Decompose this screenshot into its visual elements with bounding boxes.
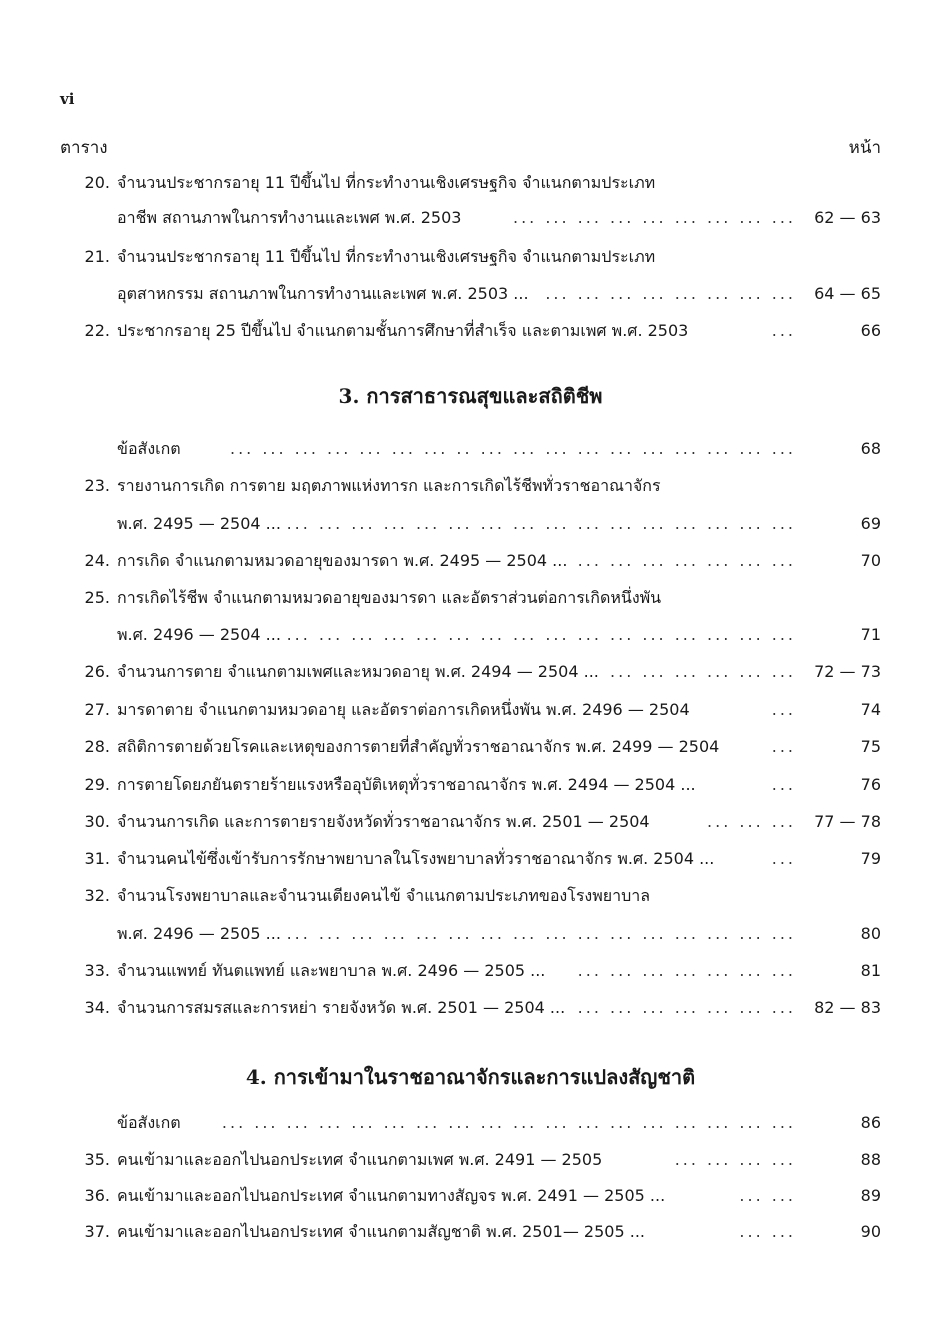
entry-title: รายงานการเกิด การตาย มฤตภาพแห่งทารก และการเกิดไร้ชีพทั่วราชอาณาจักร	[117, 476, 661, 495]
entry-number: 27.	[84, 700, 110, 719]
entry-number: 36.	[84, 1186, 110, 1205]
list-item	[0, 583, 941, 613]
leader-dots: ... ... ... ... ... ... ...	[577, 998, 796, 1017]
entry-page: 89	[860, 1186, 881, 1205]
entry-number: 33.	[84, 961, 110, 980]
section-heading: 3. การสาธารณสุขและสถิติชีพ	[338, 384, 603, 408]
entry-title: มารดาตาย จำแนกตามหมวดอายุ และอัตราต่อการเกิดหนึ่งพัน พ.ศ. 2496 — 2504	[117, 700, 690, 719]
leader-dots: ... ... ... ... ... ... ... ...	[545, 284, 796, 303]
observation-label: ข้อสังเกต	[117, 439, 181, 458]
list-item-continued	[0, 919, 941, 949]
entry-page: 82 — 83	[814, 998, 881, 1017]
entry-title: จำนวนการเกิด และการตายรายจังหวัดทั่วราชอาณาจักร พ.ศ. 2501 — 2504	[117, 812, 650, 831]
entry-title-cont: อาชีพ สถานภาพในการทำงานและเพศ พ.ศ. 2503	[117, 208, 462, 227]
leader-dots: ... ... ... ... ... ...	[610, 662, 796, 681]
entry-title-cont: พ.ศ. 2495 — 2504 ...	[117, 514, 281, 533]
entry-page: 86	[860, 1113, 881, 1132]
entry-title: การเกิด จำแนกตามหมวดอายุของมารดา พ.ศ. 2495 — 2504 ...	[117, 551, 568, 570]
leader-dots: ... ... ...	[707, 812, 796, 831]
entry-title-cont: พ.ศ. 2496 — 2505 ...	[117, 924, 281, 943]
leader-dots: ... ... ... ... ... ... ... .. ... ... ... ... ... ... ... ... ... ...	[229, 439, 796, 458]
leader-dots: ... ... ... ... ... ... ... ... ... ... ... ... ... ... ... ...	[286, 514, 796, 533]
entry-number: 37.	[84, 1222, 110, 1241]
entry-title: คนเข้ามาและออกไปนอกประเทศ จำแนกตามสัญชาติ พ.ศ. 2501— 2505 ...	[117, 1222, 645, 1241]
entry-title: ประชากรอายุ 25 ปีขึ้นไป จำแนกตามชั้นการศึกษาที่สำเร็จ และตามเพศ พ.ศ. 2503	[117, 321, 689, 340]
list-item-continued	[0, 620, 941, 650]
list-item-continued	[0, 203, 941, 233]
entry-title: จำนวนการสมรสและการหย่า รายจังหวัด พ.ศ. 2501 — 2504 ...	[117, 998, 566, 1017]
list-item	[0, 168, 941, 198]
entry-number: 35.	[84, 1150, 110, 1169]
entry-page: 74	[860, 700, 881, 719]
leader-dots: ... ... ... ... ... ... ... ... ... ... ... ... ... ... ... ...	[286, 924, 796, 943]
entry-page: 88	[860, 1150, 881, 1169]
leader-dots: ... ...	[739, 1222, 796, 1241]
entry-page: 75	[860, 737, 881, 756]
leader-dots: ...	[771, 775, 796, 794]
entry-page: 71	[860, 625, 881, 644]
list-item-continued	[0, 509, 941, 539]
entry-title: จำนวนคนไข้ซึ่งเข้ารับการรักษาพยาบาลในโรงพยาบาลทั่วราชอาณาจักร พ.ศ. 2504 ...	[117, 849, 715, 868]
leader-dots: ... ... ... ... ... ... ... ... ... ... ... ... ... ... ... ...	[286, 625, 796, 644]
entry-number: 28.	[84, 737, 110, 756]
leader-dots: ...	[771, 849, 796, 868]
list-item	[0, 993, 941, 1023]
list-item	[0, 242, 941, 272]
section-heading: 4. การเข้ามาในราชอาณาจักรและการแปลงสัญชาติ	[245, 1065, 696, 1089]
entry-number: 24.	[84, 551, 110, 570]
entry-page: 70	[860, 551, 881, 570]
entry-title: จำนวนการตาย จำแนกตามเพศและหมวดอายุ พ.ศ. 2494 — 2504 ...	[117, 662, 599, 681]
page-number: vi	[60, 90, 75, 108]
entry-page: 90	[860, 1222, 881, 1241]
list-item	[0, 844, 941, 874]
entry-title: การเกิดไร้ชีพ จำแนกตามหมวดอายุของมารดา และอัตราส่วนต่อการเกิดหนึ่งพัน	[117, 588, 662, 607]
observation-label: ข้อสังเกต	[117, 1113, 181, 1132]
list-item	[0, 881, 941, 911]
entry-number: 29.	[84, 775, 110, 794]
entry-page: 80	[860, 924, 881, 943]
list-item	[0, 546, 941, 576]
entry-title: จำนวนประชากรอายุ 11 ปีขึ้นไป ที่กระทำงานเชิงเศรษฐกิจ จำแนกตามประเภท	[117, 247, 656, 266]
entry-number: 23.	[84, 476, 110, 495]
entry-page: 66	[860, 321, 881, 340]
column-header-table: ตาราง	[60, 138, 108, 158]
list-item	[0, 471, 941, 501]
entry-title: จำนวนประชากรอายุ 11 ปีขึ้นไป ที่กระทำงานเชิงเศรษฐกิจ จำแนกตามประเภท	[117, 173, 656, 192]
entry-number: 30.	[84, 812, 110, 831]
list-item	[0, 1145, 941, 1175]
entry-number: 22.	[84, 321, 110, 340]
leader-dots: ... ... ... ... ... ... ...	[577, 551, 796, 570]
list-item	[0, 657, 941, 687]
entry-page: 76	[860, 775, 881, 794]
entry-page: 62 — 63	[814, 208, 881, 227]
list-item-continued	[0, 279, 941, 309]
entry-number: 25.	[84, 588, 110, 607]
entry-title-cont: พ.ศ. 2496 — 2504 ...	[117, 625, 281, 644]
list-item	[0, 1181, 941, 1211]
list-item	[0, 770, 941, 800]
leader-dots: ...	[771, 321, 796, 340]
column-header-page: หน้า	[848, 138, 881, 158]
observation-row	[0, 434, 941, 464]
entry-page: 81	[860, 961, 881, 980]
leader-dots: ... ... ... ... ... ... ... ... ...	[512, 208, 796, 227]
list-item	[0, 732, 941, 762]
entry-number: 34.	[84, 998, 110, 1017]
leader-dots: ... ... ... ... ... ... ...	[577, 961, 796, 980]
entry-title: จำนวนโรงพยาบาลและจำนวนเตียงคนไข้ จำแนกตามประเภทของโรงพยาบาล	[117, 886, 651, 905]
leader-dots: ... ... ... ...	[674, 1150, 796, 1169]
entry-number: 21.	[84, 247, 110, 266]
entry-number: 31.	[84, 849, 110, 868]
list-item	[0, 316, 941, 346]
entry-page: 69	[860, 514, 881, 533]
list-item	[0, 1217, 941, 1247]
list-item	[0, 956, 941, 986]
leader-dots: ...	[771, 700, 796, 719]
entry-page: 72 — 73	[814, 662, 881, 681]
entry-number: 26.	[84, 662, 110, 681]
entry-page: 77 — 78	[814, 812, 881, 831]
leader-dots: ... ...	[739, 1186, 796, 1205]
leader-dots: ...	[771, 737, 796, 756]
entry-title: การตายโดยภยันตรายร้ายแรงหรืออุบัติเหตุทั่วราชอาณาจักร พ.ศ. 2494 — 2504 ...	[117, 775, 696, 794]
entry-page: 64 — 65	[814, 284, 881, 303]
entry-title: คนเข้ามาและออกไปนอกประเทศ จำแนกตามทางสัญจร พ.ศ. 2491 — 2505 ...	[117, 1186, 666, 1205]
entry-title: คนเข้ามาและออกไปนอกประเทศ จำแนกตามเพศ พ.ศ. 2491 — 2505	[117, 1150, 603, 1169]
entry-title: สถิติการตายด้วยโรคและเหตุของการตายที่สำคัญทั่วราชอาณาจักร พ.ศ. 2499 — 2504	[117, 737, 720, 756]
observation-row	[0, 1108, 941, 1138]
list-item	[0, 695, 941, 725]
entry-number: 20.	[84, 173, 110, 192]
entry-title: จำนวนแพทย์ ทันตแพทย์ และพยาบาล พ.ศ. 2496 — 2505 ...	[117, 961, 546, 980]
entry-number: 32.	[84, 886, 110, 905]
entry-title-cont: อุตสาหกรรม สถานภาพในการทำงานและเพศ พ.ศ. 2503 ...	[117, 284, 529, 303]
leader-dots: ... ... ... ... ... ... ... ... ... ... ... ... ... ... ... ... ... ...	[221, 1113, 796, 1132]
list-item	[0, 807, 941, 837]
entry-page: 68	[860, 439, 881, 458]
entry-page: 79	[860, 849, 881, 868]
